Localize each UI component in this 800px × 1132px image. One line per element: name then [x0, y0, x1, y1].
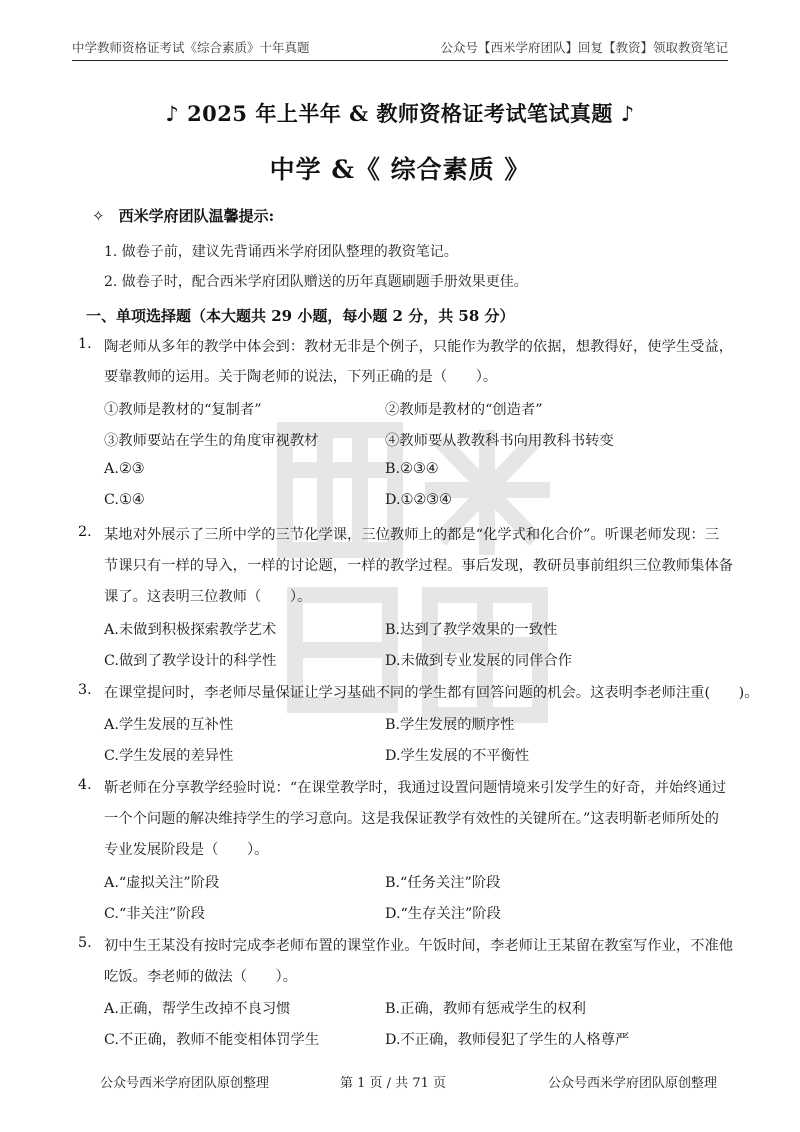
question-number: 1. [78, 336, 92, 352]
question-text-line: 在课堂提问时，李老师尽量保证让学习基础不同的学生都有回答问题的机会。这表明李老师注重( )。 [104, 685, 759, 701]
footer-left-text: 公众号西米学府团队原创整理 [100, 1076, 270, 1091]
option-b[interactable]: B.②③④ [385, 461, 439, 477]
option-d[interactable]: D.不正确，教师侵犯了学生的人格尊严 [385, 1032, 630, 1048]
option-a[interactable]: A.学生发展的互补性 [104, 717, 234, 733]
question-number: 3. [78, 682, 92, 698]
option-d[interactable]: D.“生存关注”阶段 [385, 906, 501, 922]
question-text-line: 某地对外展示了三所中学的三节化学课，三位教师上的都是“化学式和化合价”。听课老师发现：三 [104, 527, 720, 543]
header-right-text: 公众号【西米学府团队】回复【教资】领取教资笔记 [440, 40, 728, 55]
diamond-star-icon: ✧ [92, 207, 105, 225]
question-number: 4. [78, 777, 92, 793]
option-d[interactable]: D.学生发展的不平衡性 [385, 748, 530, 764]
tips-heading-text: 西米学府团队温馨提示: [118, 207, 275, 225]
question-text-line: 要靠教师的运用。关于陶老师的说法，下列正确的是（ ）。 [104, 369, 498, 385]
question-number: 2. [78, 524, 92, 540]
footer-right-text: 公众号西米学府团队原创整理 [548, 1076, 718, 1091]
question-text-line: 课了。这表明三位教师（ ）。 [104, 589, 312, 605]
header-divider [72, 60, 728, 61]
section-title: 一、单项选择题（本大题共 29 小题，每小题 2 分，共 58 分） [86, 307, 515, 325]
header-left-text: 中学教师资格证考试《综合素质》十年真题 [72, 40, 310, 55]
question-text-line: 节课只有一样的导入，一样的讨论题，一样的教学过程。事后发现，教研员事前组织三位教师集体备 [104, 558, 734, 574]
page-title: ♪ 2025 年上半年 & 教师资格证考试笔试真题 ♪ [165, 101, 635, 126]
option-a[interactable]: A.②③ [104, 461, 145, 477]
option-c[interactable]: C.不正确，教师不能变相体罚学生 [104, 1032, 320, 1048]
page-number: 第 1 页 / 共 71 页 [340, 1076, 446, 1091]
tip-item: 1. 做卷子前，建议先背诵西米学府团队整理的教资笔记。 [104, 244, 458, 260]
question-text-line: 吃饭。李老师的做法（ ）。 [104, 969, 298, 985]
option-c[interactable]: C.①④ [104, 492, 145, 508]
option-a[interactable]: A.未做到积极探索教学艺术 [104, 622, 277, 638]
option-b[interactable]: B.达到了教学效果的一致性 [385, 622, 558, 638]
question-number: 5. [78, 935, 92, 951]
question-text-line: 专业发展阶段是（ ）。 [104, 842, 269, 858]
option-c[interactable]: C.学生发展的差异性 [104, 748, 234, 764]
question-statement: ③教师要站在学生的角度审视教材 [104, 433, 319, 449]
option-b[interactable]: B.学生发展的顺序性 [385, 717, 515, 733]
tip-item: 2. 做卷子时，配合西米学府团队赠送的历年真题刷题手册效果更佳。 [104, 274, 528, 290]
option-c[interactable]: C.做到了教学设计的科学性 [104, 653, 277, 669]
option-c[interactable]: C.“非关注”阶段 [104, 906, 206, 922]
option-d[interactable]: D.①②③④ [385, 492, 452, 508]
question-text-line: 一个个问题的解决维持学生的学习意向。这是我保证教学有效性的关键所在。”这表明靳老师所处的 [104, 811, 719, 827]
option-b[interactable]: B.“任务关注”阶段 [385, 875, 501, 891]
question-text-line: 陶老师从多年的教学中体会到：教材无非是个例子，只能作为教学的依据，想教得好，使学生受益， [104, 339, 734, 355]
page-subtitle: 中学 &《 综合素质 》 [269, 155, 531, 184]
question-statement: ④教师要从教教科书向用教科书转变 [385, 433, 614, 449]
question-text-line: 初中生王某没有按时完成李老师布置的课堂作业。午饭时间，李老师让王某留在教室写作业，不准他 [104, 938, 734, 954]
option-a[interactable]: A.正确，帮学生改掉不良习惯 [104, 1001, 291, 1017]
question-statement: ①教师是教材的“复制者” [104, 402, 262, 418]
option-b[interactable]: B.正确，教师有惩戒学生的权利 [385, 1001, 586, 1017]
option-a[interactable]: A.“虚拟关注”阶段 [104, 875, 220, 891]
option-d[interactable]: D.未做到专业发展的同伴合作 [385, 653, 573, 669]
question-text-line: 靳老师在分享教学经验时说：“在课堂教学时，我通过设置问题情境来引发学生的好奇，并始终通过 [104, 780, 727, 796]
question-statement: ②教师是教材的“创造者” [385, 402, 543, 418]
tips-heading [92, 205, 274, 226]
